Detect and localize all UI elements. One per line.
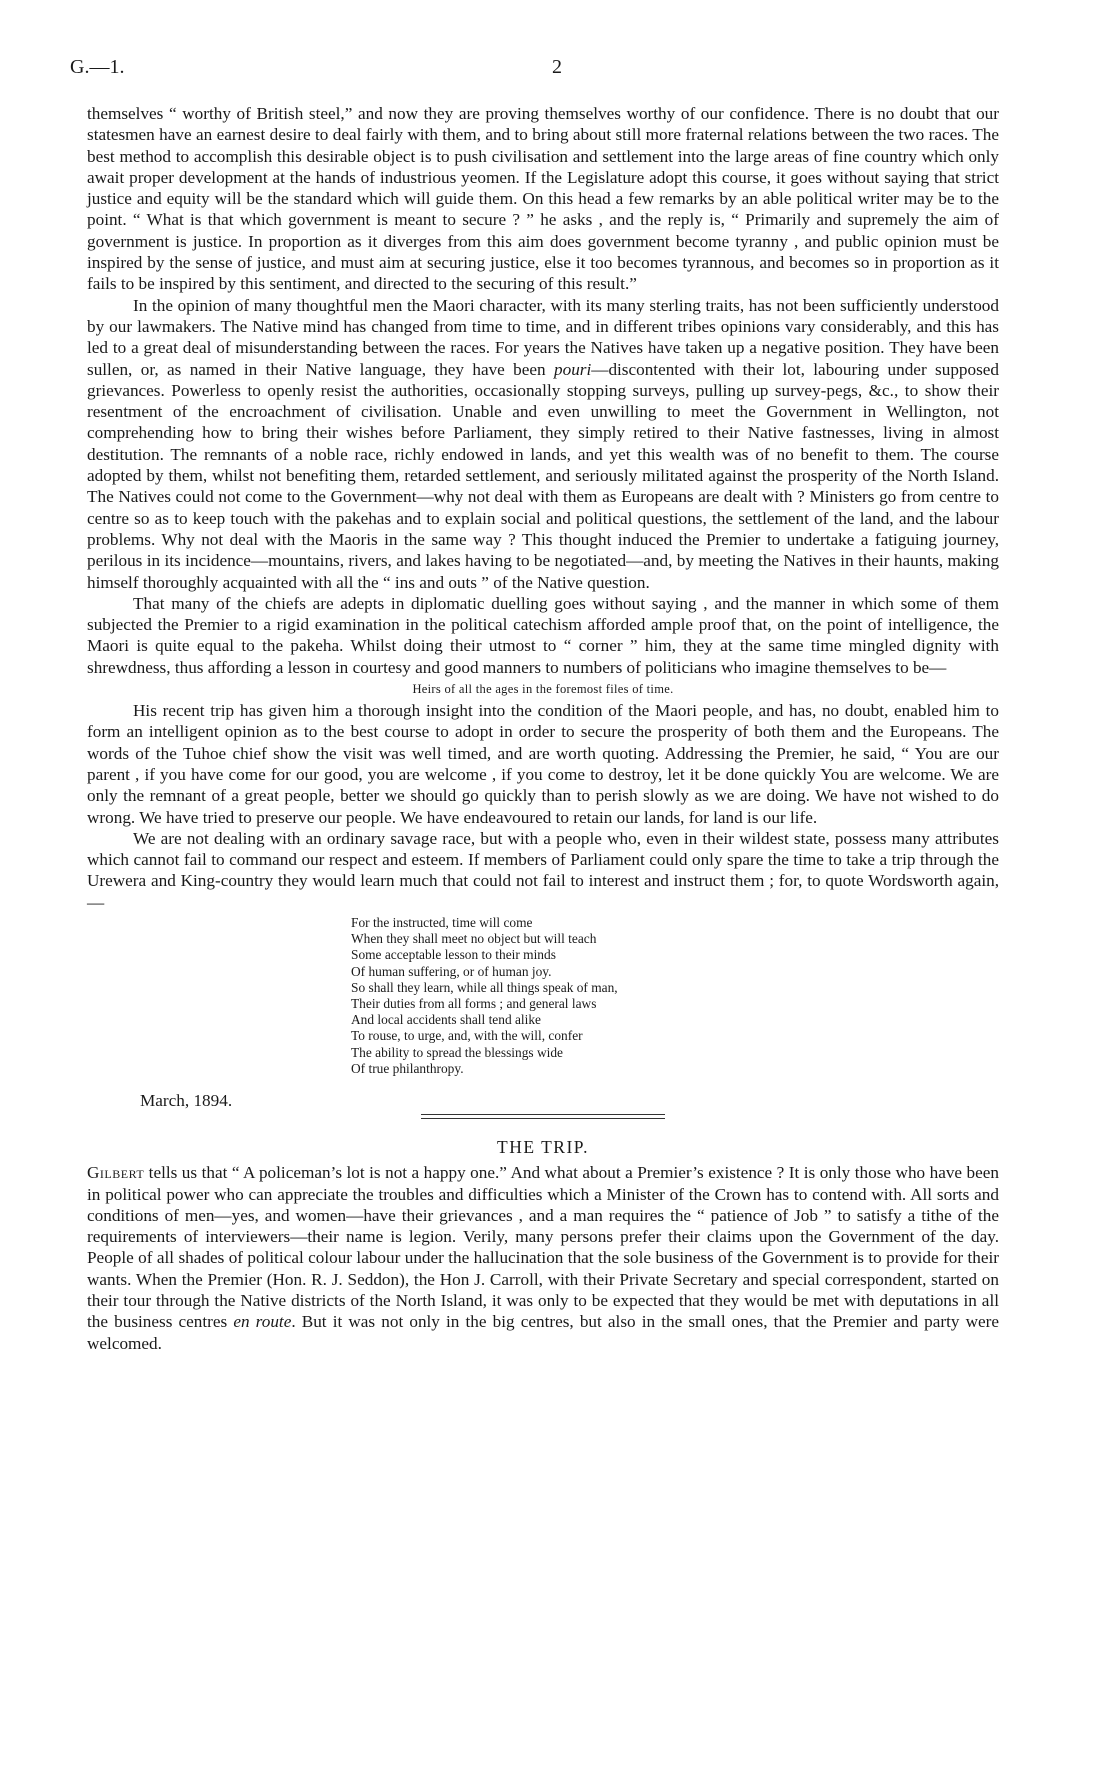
poem-line: The ability to spread the blessings wide — [351, 1044, 563, 1060]
paragraph-2 — [87, 295, 999, 593]
paragraph-3: That many of the chiefs are adepts in diplomatic duelling goes without saying , and the manner in which some of them subjected the Premier to a rigid examination in the political catechism afforded ample proof that, on the point of intelligence, the Maori is quite equal to the pakeha. Whilst doing their utmost to “ corner ” him, they at the same time mingled dignity with shrewdness, thus affording a lesson in courtesy and good manners to numbers of politicians who imagine themselves to be— — [87, 593, 999, 677]
quoted-motto: Heirs of all the ages in the foremost files of time. — [412, 682, 674, 697]
trip-text-b: . But it was not only in the big centres, but also in the small ones, that the Premier and party were welcomed. — [87, 1312, 1000, 1353]
page-header — [70, 56, 1044, 86]
wordsworth-poem — [351, 915, 618, 1077]
en-route-term: en route — [233, 1312, 292, 1332]
date-line: March, 1894. — [140, 1090, 233, 1110]
poem-line: To rouse, to urge, and, with the will, confer — [351, 1028, 583, 1044]
paragraph-5: We are not dealing with an ordinary savage race, but with a people who, even in their wildest state, possess many attributes which cannot fail to command our respect and esteem. If members of Parliament could only spare the time to take a trip through the Urewera and King-country they would learn much that could not fail to interest and instruct them ; for, to quote Wordsworth again,— — [87, 828, 999, 912]
paragraph-2-part-b: —discontented with their lot, labouring under supposed grievances. Powerless to openly resist the authorities, occasionally stopping surveys, pulling up survey-pegs, &c., to show their resentment of the encroachment of civilisation. Unable and even unwilling to meet the Government in Wellington, not comprehending how to bring their wishes before Parliament, they simply retired to their Native fastnesses, living in almost destitution. The remnants of a noble race, richly endowed in lands, and yet this wealth was of no benefit to them. The course adopted by them, whilst not benefiting them, retarded settlement, and seriously militated against the prosperity of the North Island. The Natives could not come to the Government—why not deal with them as Europeans are dealt with ? Ministers go from centre to centre so as to keep touch with the pakehas and to explain social and political questions, the settlement of the land, and the labour problems. Why not deal with the Maoris in the same way ? This thought induced the Premier to undertake a fatiguing journey, perilous in its incidence—mountains, rivers, and lakes having to be negotiated—and, by meeting the Natives in their haunts, making himself thoroughly acquainted with all the “ ins and outs ” of the Native question. — [87, 359, 1000, 592]
lead-word: Gilbert — [87, 1163, 145, 1183]
poem-line: For the instructed, time will come — [351, 914, 533, 930]
section-divider — [421, 1111, 665, 1125]
body-text — [87, 103, 999, 1354]
poem-line: Some acceptable lesson to their minds — [351, 947, 556, 963]
verse-block — [87, 915, 999, 1111]
poem-line: Of true philanthropy. — [351, 1060, 464, 1076]
paragraph-4: His recent trip has given him a thorough insight into the condition of the Maori people, and has, no doubt, enabled him to form an intelligent opinion as to the best course to adopt in order to secure the prosperity of both them and the Europeans. The words of the Tuhoe chief show the visit was well timed, and are worth quoting. Addressing the Premier, he said, “ You are our parent , if you have come for our good, you are welcome , if you come to destroy, let it be done quickly You are welcome. We are only the remnant of a great people, better we should go quickly than to perish slowly as we are doing. We have not wished to do wrong. We have tried to preserve our people. We have endeavoured to retain our lands, for land is our life. — [87, 701, 999, 827]
paragraph-2-part-a: In the opinion of many thoughtful men the Maori character, with its many sterling traits, has not been sufficiently understood by our lawmakers. The Native mind has changed from time to time, and in different tribes opinions vary considerably, and this has led to a great deal of misunderstanding between the races. For years the Natives have taken up a negative position. They have been sullen, or, as named in their Native language, they have been — [87, 295, 999, 379]
poem-line: And local accidents shall tend alike — [351, 1012, 542, 1028]
poem-line: When they shall meet no object but will teach — [351, 931, 597, 947]
section-heading: THE TRIP. — [497, 1136, 589, 1157]
poem-line: So shall they learn, while all things speak of man, — [351, 979, 618, 995]
poem-line: Their duties from all forms ; and general laws — [351, 996, 597, 1011]
document-code: G.—1. — [70, 56, 125, 78]
page-number: 2 — [552, 56, 562, 78]
trip-text-a: tells us that “ A policeman’s lot is not a happy one.” And what about a Premier’s existence ? It is only those who have been in political power who can appreciate the troubles and difficulties which a Minister of the Crown has to contend with. All sorts and conditions of men—yes, and women—have their grievances , and a man requires the “ patience of Job ” to satisfy a tithe of the requirements of interviewers—their name is legion. Verily, many persons prefer their claims upon the Government of the day. People of all shades of political colour labour under the hallucination that the sole business of the Government is to provide for their wants. When the Premier (Hon. R. J. Seddon), the Hon J. Carroll, with their Private Secretary and special correspondent, started on their tour through the Native districts of the North Island, it was only to be expected that they would be met with deputations in all the business centres — [87, 1163, 999, 1332]
pouri-term: pouri — [554, 359, 592, 379]
trip-paragraph — [87, 1162, 999, 1354]
poem-line: Of human suffering, or of human joy. — [351, 963, 552, 979]
paragraph-1: themselves “ worthy of British steel,” and now they are proving themselves worthy of our confidence. There is no doubt that our statesmen have an earnest desire to deal fairly with them, and to bring about still more fraternal relations between the two races. The best method to accomplish this desirable object is to push civilisation and settlement into the large areas of fine country which only await proper development at the hands of industrious yeomen. If the Legislature adopt this course, it goes without saying that strict justice and equity will be the standard which will guide them. On this head a few remarks by an able political writer may be to the point. “ What is that which government is meant to secure ? ” he asks , and the reply is, “ Primarily and supremely the aim of government is justice. In proportion as it diverges from this aim does government become tyranny , and public opinion must be inspired by the sense of justice, and must aim at securing justice, else it too becomes tyrannous, and becomes so in proportion as it fails to be inspired by this sentiment, and directed to the securing of this result.” — [87, 104, 999, 294]
